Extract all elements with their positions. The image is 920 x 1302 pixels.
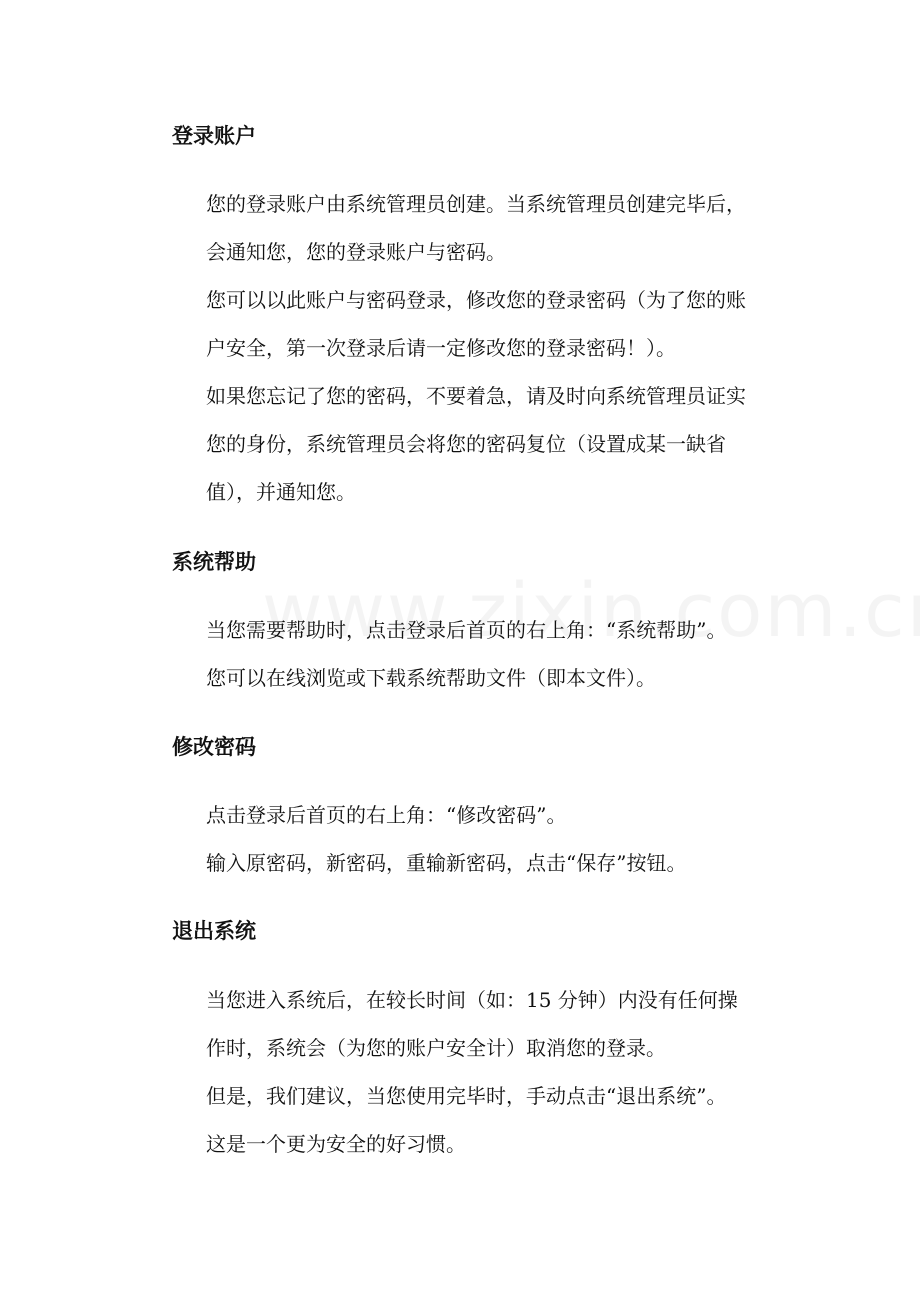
paragraph: 点击登录后首页的右上角：“修改密码”。 [206, 803, 567, 827]
paragraph: 您的登录账户由系统管理员创建。当系统管理员创建完毕后， 会通知您，您的登录账户与密码。 [206, 192, 746, 264]
paragraph: 当您需要帮助时，点击登录后首页的右上角：“系统帮助”。 [206, 618, 727, 642]
paragraph: 如果您忘记了您的密码，不要着急，请及时向系统管理员证实 您的身份，系统管理员会将您的密码复位（设置成某一缺省 值），并通知您。 [206, 384, 746, 504]
section-heading-logout: 退出系统 [172, 919, 256, 943]
paragraph: 但是，我们建议，当您使用完毕时，手动点击“退出系统”。 这是一个更为安全的好习惯。 [206, 1084, 727, 1156]
paragraph: 当您进入系统后，在较长时间（如：15 分钟）内没有任何操 作时，系统会（为您的账户安全计）取消您的登录。 [206, 988, 738, 1060]
section-heading-change-password: 修改密码 [172, 735, 256, 759]
paragraph: 您可以以此账户与密码登录，修改您的登录密码（为了您的账 户安全，第一次登录后请一定修改您的登录密码！）。 [206, 288, 746, 360]
paragraph: 输入原密码，新密码，重输新密码，点击“保存”按钮。 [206, 851, 687, 875]
section-heading-system-help: 系统帮助 [172, 550, 256, 574]
section-heading-login-account: 登录账户 [172, 124, 256, 148]
paragraph: 您可以在线浏览或下载系统帮助文件（即本文件）。 [206, 666, 656, 690]
